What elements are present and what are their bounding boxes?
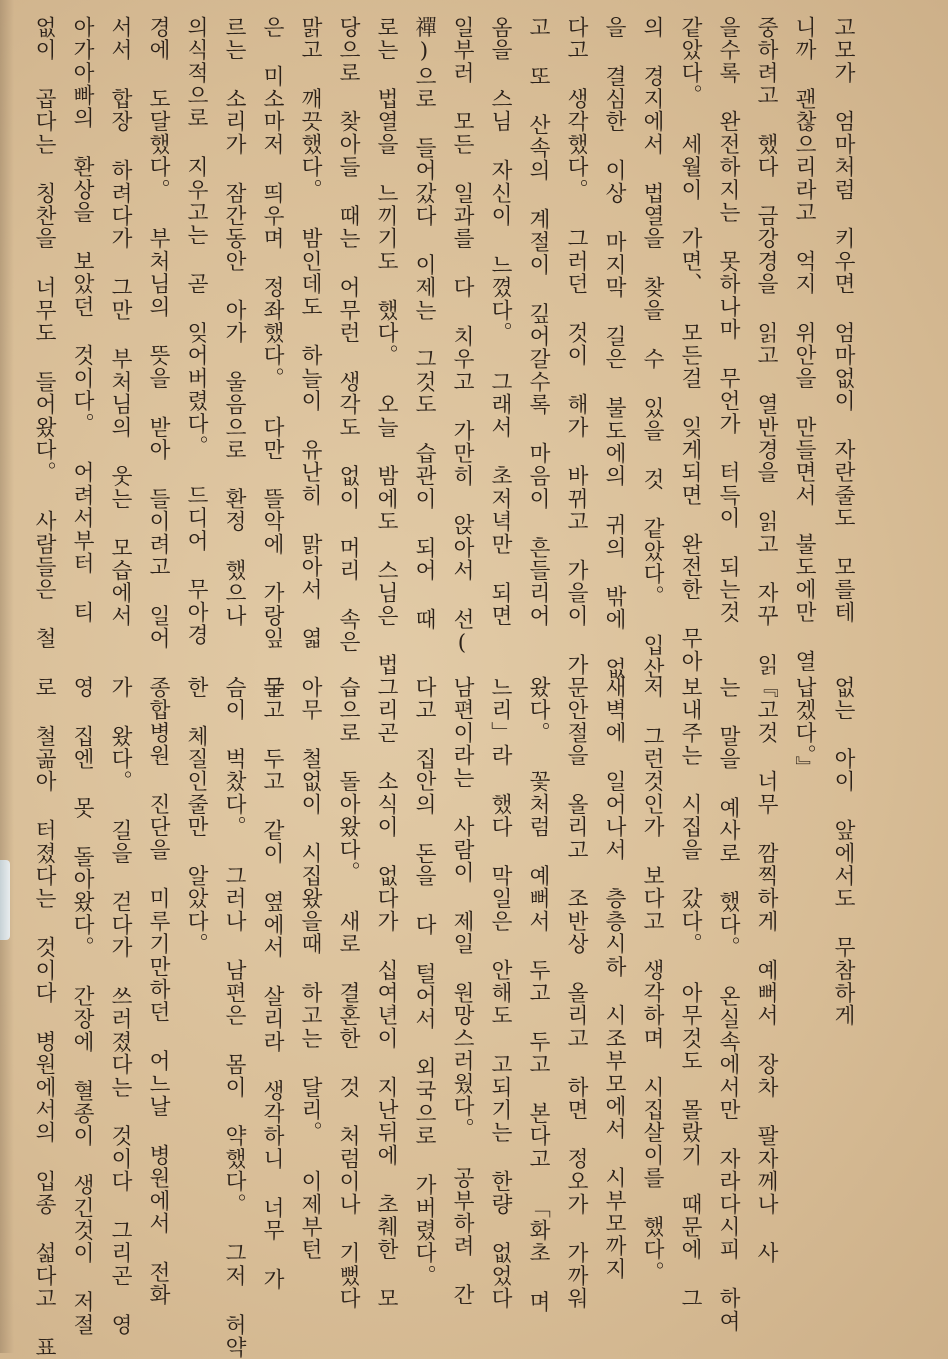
- text-column: 두고 두고 같이 옆에서 살리라 생각하니 너무 가: [259, 676, 285, 1291]
- text-column: 로는 법열을 느끼기도 했다。 오늘 밤에도 스님은 법: [373, 16, 399, 677]
- text-column: 슴이 벅찼다。 그러나 남편은 몸이 약했다。 그저 허약: [221, 676, 247, 1359]
- text-column: 그리곤 소식이 없다가 십여년이 지난뒤에 초췌한 모: [373, 676, 399, 1310]
- text-column: 르는 소리가 잠간동안 아가 울음으로 환정 했으나: [221, 16, 247, 628]
- text-column: 은 미소마저 띄우며 정좌했다。 다만 뜰악에 가랑잎 굴: [259, 16, 285, 699]
- text-column: 경에 도달했다。 부처님의 뜻을 받아 들이려고 일어: [145, 16, 171, 650]
- text-column: 없이 곱다는 칭찬을 너무도 들어왔다。 사람들은 철: [31, 16, 57, 650]
- text-column: 문안절을 올리고 조반상 올리고 하면 정오가 가까워: [563, 676, 589, 1310]
- text-column: 의 경지에서 법열을 찾을 수 있을 것 같았다。 입산: [639, 16, 665, 680]
- text-column: 영 집엔 못 돌아왔다。 간장에 혈종이 생긴것이 저절: [69, 676, 95, 1337]
- text-column: 다고 집안의 돈을 다 털어서 외국으로 가버렸다。: [411, 676, 437, 1288]
- text-column: 고모가 엄마처럼 키우면 엄마없이 자란줄도 모를테: [830, 16, 856, 624]
- text-column: 맑고 깨끗했다。 밤인데도 하늘이 유난히 맑아서 엷: [297, 16, 323, 650]
- text-column: 보내주는 시집을 갔다。 아무것도 몰랐기 때문에 그: [677, 676, 703, 1310]
- text-column: 종합병원 진단을 미루기만하던 어느날 병원에서 전화: [145, 676, 171, 1307]
- text-column: 왔다。 꽃처럼 예뻐서 두고 두고 본다고 「화초 며: [525, 676, 551, 1314]
- text-column: 아가아빠의 환상을 보았던 것이다。 어려서부터 티: [69, 16, 95, 624]
- text-column: 같았다。 세월이 가면、 모든걸 잊게되면 완전한 무아: [677, 16, 703, 673]
- text-column: 당으로 찾아들 때는 어무런 생각도 없이 머리 속은: [335, 16, 361, 654]
- text-column: 을수록 완전하지는 못하나마 무언가 터득이 되는것: [715, 16, 741, 624]
- text-column: 『고것 너무 깜찍하게 예뻐서 장차 팔자께나 사: [753, 676, 779, 1265]
- text-column: 한 체질인줄만 알았다。: [183, 676, 209, 956]
- text-column: 니까 괜찮으리라고 억지 위안을 만들면서 불도에만 열: [791, 16, 817, 673]
- text-column: 을 결심한 이상 마지막 길은 불도에의 귀의 밖에 없: [601, 16, 627, 680]
- text-column: 가 왔다。 길을 걷다가 쓰러졌다는 것이다 그리곤 영: [107, 676, 133, 1337]
- text-column: 남편이라는 사람이 제일 원망스러웠다。 공부하려 간: [449, 676, 475, 1307]
- text-column: 없는 아이 앞에서도 무참하게: [830, 676, 856, 1027]
- text-column: 의식적으로 지우고는 곧 잊어버렸다。 드디어 무아경: [183, 16, 209, 647]
- text-column: 저 그런것인가 보다고 생각하며 시집살이를 했다。: [639, 676, 665, 1284]
- binder-clip: [0, 860, 10, 940]
- text-column: 일부러 모든 일과를 다 치우고 가만히 앉아서 선(: [449, 16, 475, 657]
- text-column: 새벽에 일어나서 층층시하 시조부모에서 시부모까지: [601, 676, 627, 1281]
- text-column: 서서 합장 하려다가 그만 부처님의 웃는 모습에서: [107, 16, 133, 628]
- text-column: 로 철곪아 터졌다는 것이다 병원에서의 입종 섧다고 표: [31, 676, 57, 1359]
- page-edge-shadow: [0, 0, 14, 1353]
- text-column: 禪)으로 들어갔다 이제는 그것도 습관이 되어 때: [411, 16, 437, 631]
- text-column: 는 말을 예사로 했다。 온실속에서만 자라다시피 하여: [715, 676, 741, 1333]
- text-column: 납겠다。』: [791, 676, 817, 779]
- text-column: 아무 철없이 시집왔을때 하고는 달리。 이제부턴: [297, 676, 323, 1261]
- text-column: 옴을 스님 자신이 느꼈다。 그래서 초저녁만 되면: [487, 16, 513, 628]
- text-column: 습으로 돌아왔다。 새로 결혼한 것 처럼이나 기뻤다: [335, 676, 361, 1310]
- text-column: 다고 생각했다。 그러던 것이 해가 바뀌고 가을이 가: [563, 16, 589, 677]
- text-column: 고 또 산속의 계절이 깊어갈수록 마음이 흔들리어: [525, 16, 551, 628]
- text-column: 중하려고 했다 금강경을 읽고 열반경을 읽고 자꾸 읽: [753, 16, 779, 677]
- text-column: 느리」라 했다 막일은 안해도 고되기는 한량 없었다: [487, 676, 513, 1310]
